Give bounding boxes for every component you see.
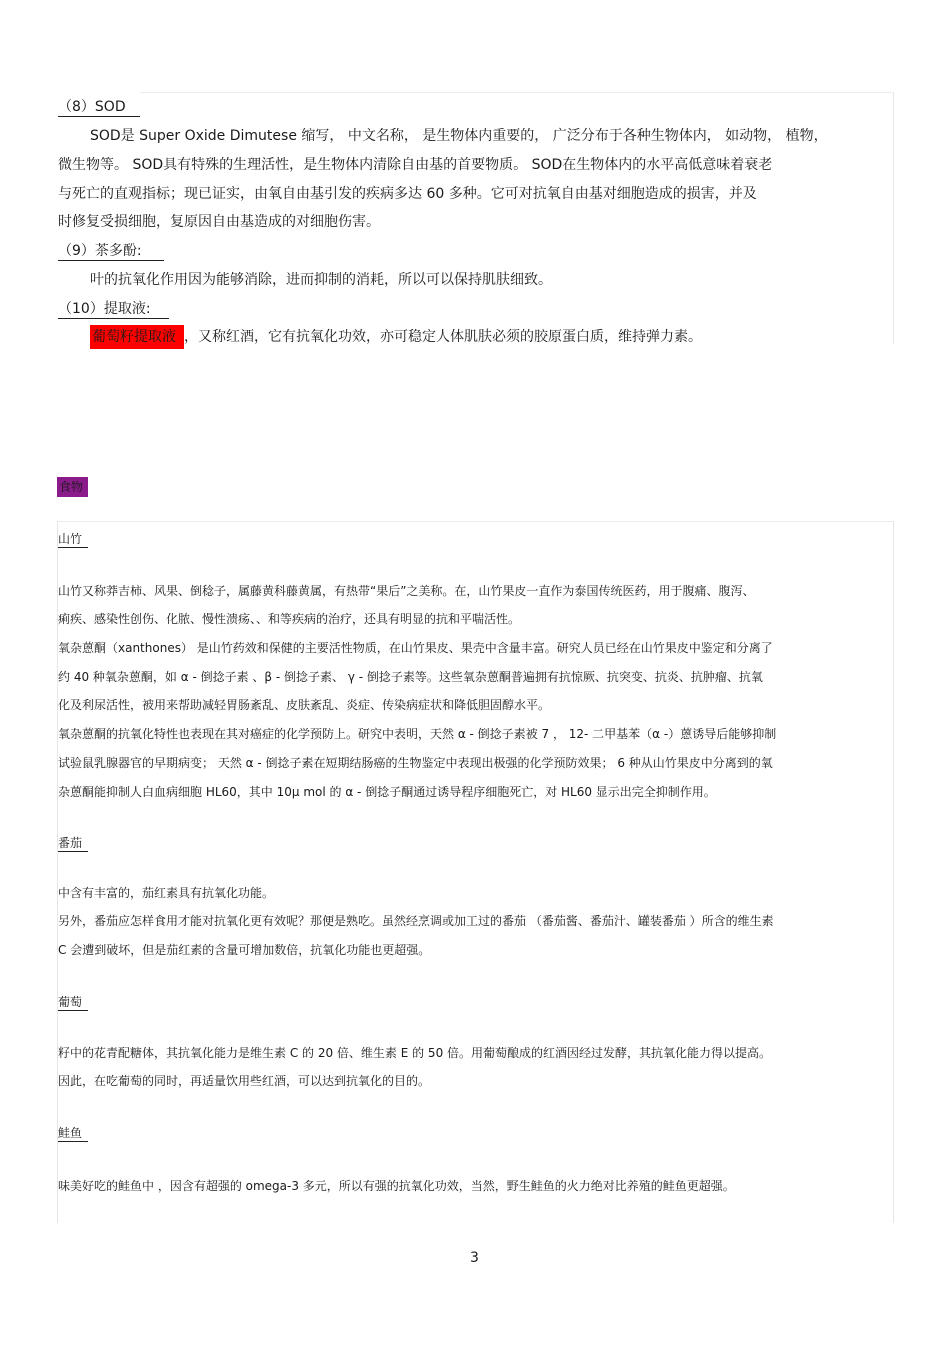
food-frame-top [57, 521, 894, 522]
food-frame-right [893, 521, 894, 1223]
page-number: 3 [470, 1250, 479, 1266]
mangosteen-line-4: 约 40 种氧杂蒽酮，如 α - 倒捻子素 、β - 倒捻子素、 γ - 倒捻子素等。这些氧杂蒽酮普遍拥有抗惊厥、抗突变、抗炎、抗肿瘤、抗氧 [58, 670, 763, 684]
tea-heading: （9）茶多酚: [58, 241, 164, 261]
extract-highlight: 葡萄籽提取液 [90, 325, 184, 349]
tomato-line-1: 中含有丰富的，茄红素具有抗氧化功能。 [58, 886, 275, 900]
mangosteen-line-8: 杂蒽酮能抑制人白血病细胞 HL60，其中 10μ mol 的 α - 倒捻子酮通过诱导程序细胞死亡，对 HL60 显示出完全抑制作用。 [58, 785, 716, 799]
top-frame-top [140, 92, 894, 93]
sod-line-1: SOD是 Super Oxide Dimutese 缩写， 中文名称， 是生物体内重要的， 广泛分布于各种生物体内， 如动物， 植物， [90, 128, 828, 144]
grape-line-2: 因此，在吃葡萄的同时，再适量饮用些红酒，可以达到抗氧化的目的。 [58, 1074, 431, 1088]
tomato-line-3: C 会遭到破坏，但是茄红素的含量可增加数倍，抗氧化功能也更超强。 [58, 943, 431, 957]
sod-line-2: 微生物等。 SOD具有特殊的生理活性，是生物体内清除自由基的首要物质。 SOD在生物体内的水平高低意味着衰老 [58, 157, 773, 173]
mangosteen-heading: 山竹 [58, 530, 88, 548]
food-title: 食物 [57, 478, 88, 496]
top-frame-right [893, 92, 894, 344]
grape-line-1: 籽中的花青配糖体，其抗氧化能力是维生素 C 的 20 倍、维生素 E 的 50 倍。用葡萄酿成的红酒因经过发酵，其抗氧化能力得以提高。 [58, 1046, 772, 1060]
extract-rest: ，又称红酒，它有抗氧化功效，亦可稳定人体肌肤必须的胶原蛋白质，维持弹力素。 [184, 329, 702, 345]
sod-heading: （8）SOD [58, 97, 140, 117]
mangosteen-line-7: 试验鼠乳腺器官的早期病变； 天然 α - 倒捻子素在短期结肠癌的生物鉴定中表现出极强的化学预防效果； 6 种从山竹果皮中分离到的氧 [58, 756, 773, 770]
mangosteen-line-6: 氧杂蒽酮的抗氧化特性也表现在其对癌症的化学预防上。研究中表明，天然 α - 倒捻子素被 7 ， 12- 二甲基苯（α -）蒽诱导后能够抑制 [58, 727, 777, 741]
tomato-heading: 番茄 [58, 834, 88, 852]
salmon-line: 味美好吃的鲑鱼中 ，因含有超强的 omega-3 多元，所以有强的抗氧化功效，当然，野生鲑鱼的火力绝对比养殖的鲑鱼更超强。 [58, 1179, 735, 1193]
sod-line-3: 与死亡的直观指标；现已证实，由氧自由基引发的疾病多达 60 多种。它可对抗氧自由基对细胞造成的损害，并及 [58, 186, 757, 202]
grape-heading: 葡萄 [58, 993, 88, 1011]
mangosteen-line-1: 山竹又称莽吉柿、风果、倒稔子，属藤黄科藤黄属，有热带“果后”之美称。在，山竹果皮一直作为泰国传统医药，用于腹痛、腹泻、 [58, 584, 755, 598]
mangosteen-line-5: 化及利尿活性，被用来帮助减轻胃肠紊乱、皮肤紊乱、炎症、传染病症状和降低胆固醇水平。 [58, 698, 551, 712]
extract-line [90, 327, 702, 347]
mangosteen-line-3: 氧杂蒽酮（xanthones） 是山竹药效和保健的主要活性物质，在山竹果皮、果壳中含量丰富。研究人员已经在山竹果皮中鉴定和分离了 [58, 641, 773, 655]
salmon-heading: 鲑鱼 [58, 1124, 88, 1142]
tea-line: 叶的抗氧化作用因为能够消除，进而抑制的消耗，所以可以保持肌肤细致。 [90, 272, 552, 288]
sod-line-4: 时修复受损细胞，复原因自由基造成的对细胞伤害。 [58, 214, 380, 230]
tomato-line-2: 另外，番茄应怎样食用才能对抗氧化更有效呢？那便是熟吃。虽然经烹调或加工过的番茄 （番茄酱、番茄汁、罐装番茄 ）所含的维生素 [58, 914, 774, 928]
mangosteen-line-2: 痢疾、感染性创伤、化脓、慢性溃疡、、和等疾病的治疗，还具有明显的抗和平喘活性。 [58, 612, 521, 626]
extract-heading: （10）提取液: [58, 299, 169, 319]
